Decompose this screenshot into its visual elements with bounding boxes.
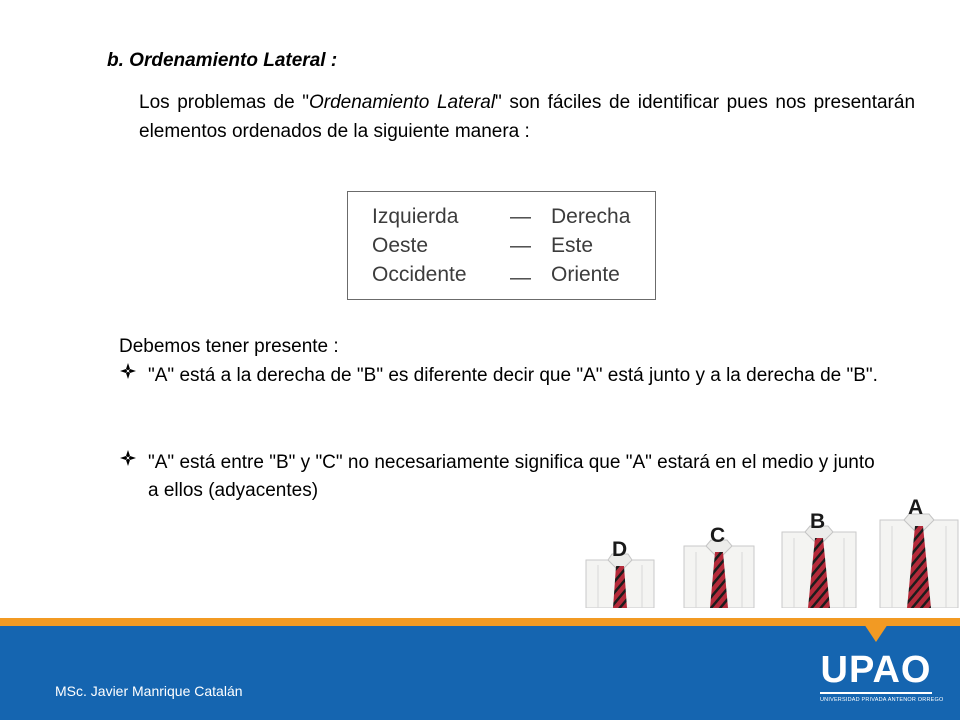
direction-right: Este (551, 234, 594, 257)
author-name: MSc. Javier Manrique Catalán (55, 683, 243, 699)
shirt-d (586, 554, 654, 608)
diamond-bullet-icon (119, 449, 139, 477)
directions-row (348, 263, 655, 293)
intro-text-start: Los problemas de " (139, 92, 309, 113)
shirt-b (782, 526, 856, 608)
direction-right: Oriente (551, 263, 620, 286)
shirts-illustration (580, 490, 960, 608)
direction-dash: — (510, 205, 531, 228)
upao-logo (820, 649, 944, 703)
note-bullet-item (119, 362, 889, 390)
direction-left: Occidente (372, 263, 467, 286)
directions-row (348, 234, 655, 264)
intro-paragraph (139, 88, 915, 146)
section-heading: b. Ordenamiento Lateral : (107, 50, 338, 71)
diamond-bullet-icon (119, 362, 139, 390)
note-text: "A" está entre "B" y "C" no necesariamente significa que "A" estará en el medio y junto a ellos (adyacentes) (148, 452, 875, 501)
direction-dash: — (510, 234, 531, 257)
note-text: "A" está a la derecha de "B" es diferente decir que "A" está junto y a la derecha de "B". (148, 365, 878, 386)
footer-accent-stripe (0, 618, 960, 626)
intro-emphasis: Ordenamiento Lateral (308, 92, 496, 113)
shirts-with-ties-icon (580, 490, 960, 608)
label-a: A (908, 496, 924, 519)
directions-row (348, 205, 655, 235)
label-d: D (612, 538, 628, 561)
label-c: C (710, 524, 726, 547)
footer-bar (0, 618, 960, 720)
label-b: B (810, 510, 826, 533)
direction-right: Derecha (551, 205, 631, 228)
logo-subtitle: UNIVERSIDAD PRIVADA ANTENOR ORREGO (820, 697, 944, 703)
direction-dash: — (510, 266, 531, 289)
direction-left: Izquierda (372, 205, 459, 228)
notes-title: Debemos tener presente : (119, 336, 339, 357)
direction-left: Oeste (372, 234, 429, 257)
shirt-c (684, 540, 754, 608)
intro-text-end: " son fáciles de identificar pues nos presentarán elementos ordenados de la siguiente manera : (139, 92, 916, 142)
shirt-a (880, 514, 958, 608)
logo-rule (820, 692, 932, 694)
footer-notch-icon (864, 624, 888, 649)
logo-text: UPAO (820, 649, 932, 691)
directions-table (347, 191, 656, 300)
